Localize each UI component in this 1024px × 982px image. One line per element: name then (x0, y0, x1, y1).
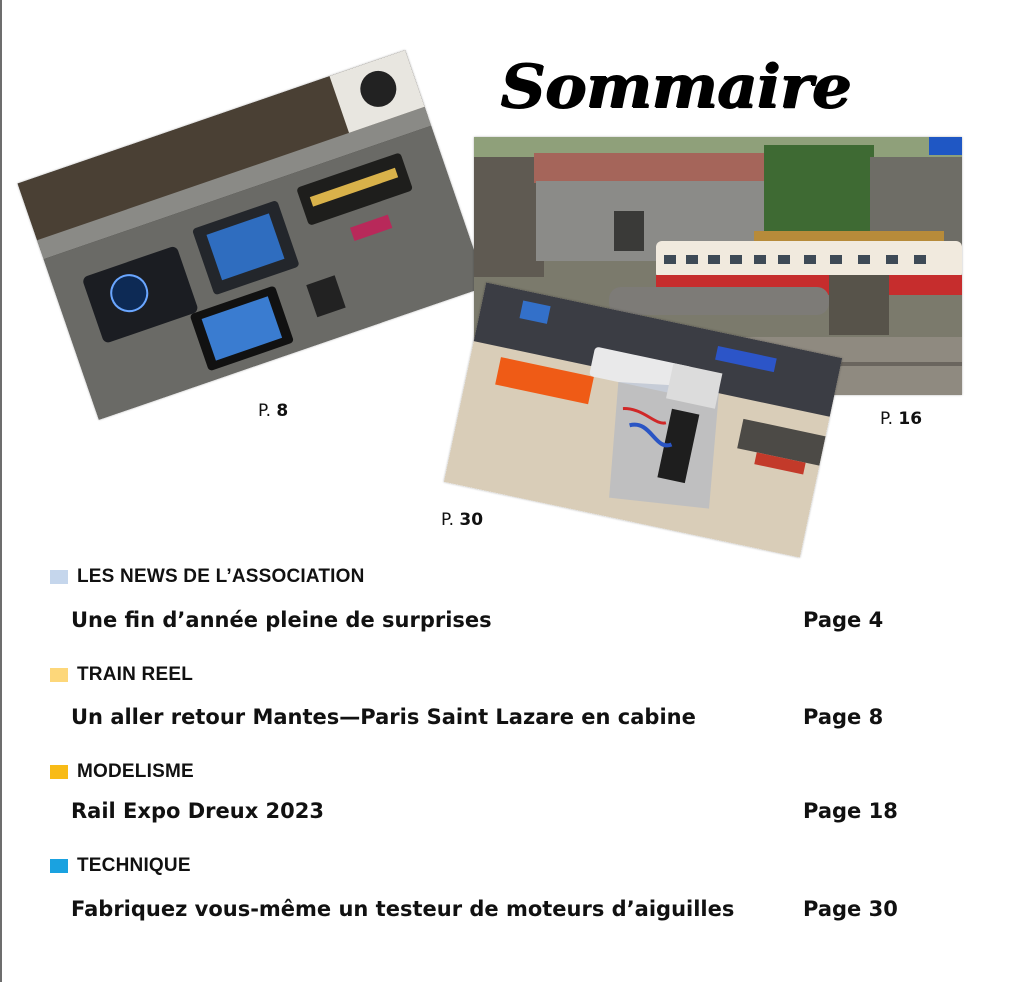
section-color-swatch (50, 668, 68, 682)
photo-caption-p8: P. 8 (258, 401, 289, 421)
section-header-news (50, 566, 365, 588)
page-title: Sommaire (500, 52, 851, 122)
section-header-technique (50, 855, 191, 877)
photo-caption-p30: P. 30 (441, 510, 484, 530)
article-page-number[interactable]: Page 4 (803, 608, 884, 632)
section-header-train-reel (50, 664, 193, 686)
article-title[interactable]: Une fin d’année pleine de surprises (71, 608, 492, 632)
section-label: TECHNIQUE (77, 855, 191, 876)
section-color-swatch (50, 570, 68, 584)
page-left-border (0, 0, 2, 982)
photo-caption-p16: P. 16 (880, 409, 923, 429)
article-title[interactable]: Un aller retour Mantes—Paris Saint Lazare en cabine (71, 705, 696, 729)
article-page-number[interactable]: Page 8 (803, 705, 884, 729)
section-label: MODELISME (77, 761, 194, 782)
section-header-modelisme (50, 761, 194, 783)
section-label: TRAIN REEL (77, 664, 193, 685)
section-color-swatch (50, 765, 68, 779)
article-title[interactable]: Fabriquez vous-même un testeur de moteurs d’aiguilles (71, 897, 735, 921)
photo-train-cab (17, 50, 486, 420)
section-color-swatch (50, 859, 68, 873)
article-title[interactable]: Rail Expo Dreux 2023 (71, 799, 324, 823)
article-page-number[interactable]: Page 18 (803, 799, 898, 823)
section-label: LES NEWS DE L’ASSOCIATION (77, 566, 365, 587)
article-page-number[interactable]: Page 30 (803, 897, 898, 921)
